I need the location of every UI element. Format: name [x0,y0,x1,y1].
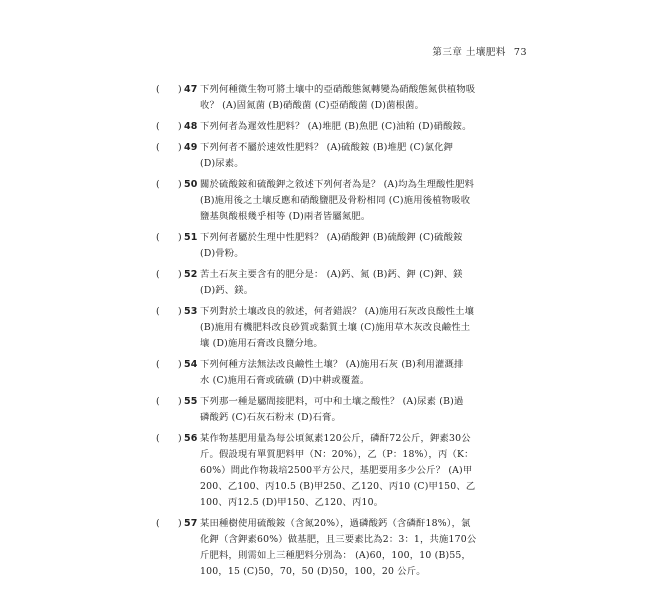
question-item [156,267,506,299]
question-number: 52 [184,269,198,280]
question-number: 50 [184,179,198,190]
question-text-line: 關於硫酸銨和硫酸鉀之敘述下列何者為是？ (A)均為生理酸性肥料 [200,179,475,190]
question-text-line: (D)尿素。 [200,158,244,169]
answer-blank-open: ( [156,232,160,243]
question-text-line: 100、丙12.5 (D)甲150、乙120、丙10。 [200,497,384,508]
question-list [156,82,506,585]
question-number: 56 [184,433,198,444]
chapter-title: 第三章 土壤肥料 [432,47,506,58]
question-text-line: 下列對於土壤改良的敘述，何者錯誤？ (A)施用石灰改良酸性土壤 [200,306,475,317]
question-item [156,431,506,511]
question-text-line: (D)鈣、鎂。 [200,285,254,296]
question-item [156,516,506,580]
answer-blank-close: ) [178,433,182,444]
question-text-line: 下列何種方法無法改良鹼性土壤？ (A)施用石灰 (B)利用灌溉排 [200,359,464,370]
answer-blank-open: ( [156,84,160,95]
question-number: 47 [184,84,198,95]
question-text-line: 收？ (A)固氮菌 (B)硝酸菌 (C)亞硝酸菌 (D)菌根菌。 [200,100,425,111]
answer-blank-open: ( [156,433,160,444]
answer-blank-open: ( [156,269,160,280]
question-item [156,304,506,352]
question-text-line: 下列何者不屬於速效性肥料？ (A)硫酸銨 (B)堆肥 (C)氯化鉀 [200,142,454,153]
question-text-line: 下列那一種是屬間接肥料，可中和土壤之酸性？ (A)尿素 (B)過 [200,396,464,407]
answer-blank-close: ) [178,306,182,317]
question-text-line: (D)骨粉。 [200,248,244,259]
question-number: 53 [184,306,198,317]
question-text-line: 水 (C)施用石膏或硫磺 (D)中耕或覆蓋。 [200,375,370,386]
answer-blank-open: ( [156,518,160,529]
page-header [432,44,527,58]
question-item [156,140,506,172]
question-item [156,394,506,426]
answer-blank-close: ) [178,396,182,407]
answer-blank-open: ( [156,179,160,190]
answer-blank-close: ) [178,179,182,190]
question-text-line: 某作物基肥用量為每公頃氮素120公斤，磷酐72公斤，鉀素30公 [200,433,471,444]
question-item [156,230,506,262]
answer-blank-close: ) [178,269,182,280]
question-text-line: 下列何種微生物可將土壤中的亞硝酸態氮轉變為硝酸態氮供植物吸 [200,84,476,95]
question-text-line: 鹽基與酸根幾乎相等 (D)兩者皆屬氮肥。 [200,211,371,222]
answer-blank-close: ) [178,121,182,132]
question-number: 54 [184,359,198,370]
answer-blank-open: ( [156,396,160,407]
answer-blank-open: ( [156,121,160,132]
question-item [156,82,506,114]
question-item [156,119,506,135]
question-text-line: 60%）問此作物栽培2500平方公尺，基肥要用多少公斤？ (A)甲 [200,465,473,476]
question-text-line: 下列何者屬於生理中性肥料？ (A)硝酸鉀 (B)硫酸鉀 (C)硫酸銨 [200,232,463,243]
answer-blank-close: ) [178,142,182,153]
question-text-line: 某田種樹使用硫酸銨（含氮20%），過磷酸鈣（含磷酐18%），氯 [200,518,471,529]
question-text-line: 200、乙100、丙10.5 (B)甲250、乙120、丙10 (C)甲150、乙 [200,481,476,492]
question-text-line: 壤 (D)施用石膏改良鹽分地。 [200,338,323,349]
answer-blank-close: ) [178,84,182,95]
question-number: 49 [184,142,198,153]
question-text-line: 斤。假設現有單質肥料甲（N：20%），乙（P：18%），丙（K： [200,449,474,460]
question-number: 55 [184,396,198,407]
answer-blank-close: ) [178,232,182,243]
question-item [156,357,506,389]
question-text-line: 斤肥料，則需如上三種肥料分別為： (A)60，100，10 (B)55， [200,550,472,561]
question-item [156,177,506,225]
answer-blank-open: ( [156,359,160,370]
page-number: 73 [513,47,527,58]
question-text-line: 100，15 (C)50，70，50 (D)50，100，20 公斤。 [200,566,426,577]
question-number: 57 [184,518,198,529]
answer-blank-close: ) [178,359,182,370]
question-number: 51 [184,232,198,243]
question-number: 48 [184,121,198,132]
question-text-line: (B)施用後之土壤反應和硝酸鹽肥及骨粉相同 (C)施用後植物吸收 [200,195,471,206]
question-text-line: 苦土石灰主要含有的肥分是： (A)鈣、氮 (B)鈣、鉀 (C)鉀、鎂 [200,269,463,280]
answer-blank-open: ( [156,142,160,153]
question-text-line: 化鉀（含鉀素60%）做基肥，且三要素比為2：3：1，共施170公 [200,534,477,545]
answer-blank-open: ( [156,306,160,317]
answer-blank-close: ) [178,518,182,529]
question-text-line: 下列何者為遲效性肥料？ (A)堆肥 (B)魚肥 (C)油粕 (D)硝酸銨。 [200,121,472,132]
question-text-line: 磷酸鈣 (C)石灰石粉末 (D)石膏。 [200,412,342,423]
question-text-line: (B)施用有機肥料改良砂質或黏質土壤 (C)施用草木灰改良鹼性土 [200,322,471,333]
